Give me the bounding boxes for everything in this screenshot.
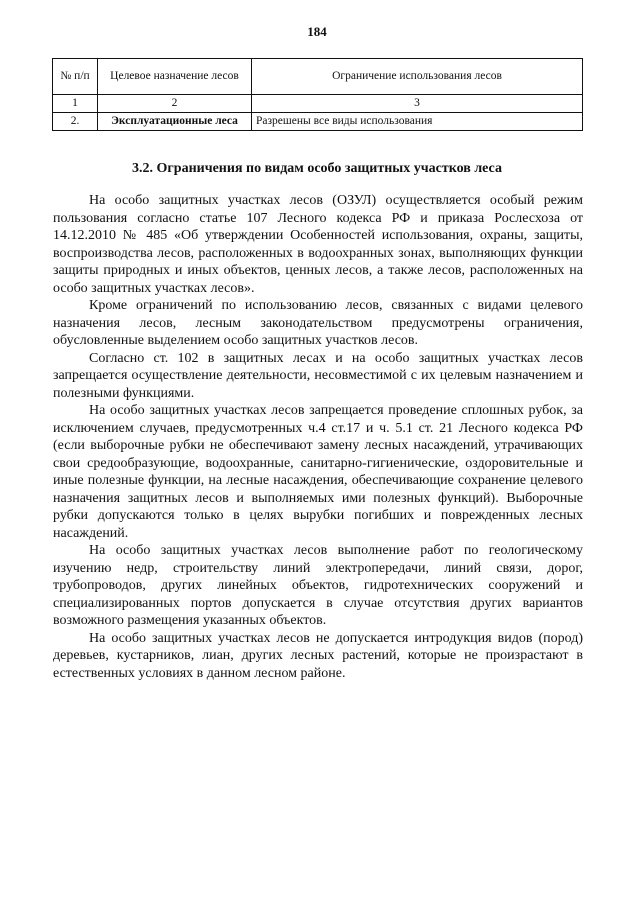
table-cell: 2 (98, 95, 252, 113)
table-row (53, 113, 583, 131)
table-cell: Эксплуатационные леса (98, 113, 252, 131)
table-cell: Разрешены все виды использования (252, 113, 583, 131)
table-cell: 3 (252, 95, 583, 113)
table-cell: 1 (53, 95, 98, 113)
table-row (53, 95, 583, 113)
paragraph: На особо защитных участках лесов не допускается интродукция видов (пород) деревьев, кустарников, лиан, других лесных растений, которые не произрастают в естественных условиях в данном лесном районе. (53, 630, 583, 681)
forest-purpose-table (52, 58, 583, 131)
paragraph: На особо защитных участках лесов (ОЗУЛ) осуществляется особый режим пользования согласно статье 107 Лесного кодекса РФ и приказа Рослесхоза от 14.12.2010 № 485 «Об утверждении Особенностей использования, охраны, защиты, воспроизводства лесов, расположенных в водоохранных зонах, выполняющих функции защиты природных и иных объектов, ценных лесов, а также лесов, расположенных на особо защитных участках лесов». (53, 193, 583, 296)
header-number: № п/п (53, 59, 98, 95)
paragraph: На особо защитных участках лесов запрещается проведение сплошных рубок, за исключением случаев, предусмотренных ч.4 ст.17 и ч. 5.1 ст. 21 Лесного кодекса РФ (если выборочные рубки не обеспечивают замену лесных насаждений, утрачивающих свои средообразующие, водоохранные, санитарно-гигиенические, оздоровительные и иные полезные функции, на лесные насаждения, обеспечивающие сохранение целевого назначения защитных лесов и выполняемых ими полезных функций). Выборочные рубки допускаются только в целях вырубки погибших и поврежденных лесных насаждений. (53, 403, 583, 541)
table-header-row (53, 59, 583, 95)
header-purpose: Целевое назначение лесов (98, 59, 252, 95)
section-title: 3.2. Ограничения по видам особо защитных участков леса (132, 161, 502, 176)
page-number: 184 (307, 24, 327, 39)
body-text (53, 192, 583, 682)
table-cell: 2. (53, 113, 98, 131)
paragraph: Согласно ст. 102 в защитных лесах и на особо защитных участках лесов запрещается осуществление деятельности, несовместимой с их целевым назначением и полезными функциями. (53, 350, 583, 401)
header-restriction: Ограничение использования лесов (252, 59, 583, 95)
paragraph: На особо защитных участках лесов выполнение работ по геологическому изучению недр, строительству линий электропередачи, линий связи, дорог, трубопроводов, других линейных объектов, гидротехнических сооружений и специализированных портов допускается в случае отсутствия других вариантов возможного размещения указанных объектов. (53, 543, 583, 628)
paragraph: Кроме ограничений по использованию лесов, связанных с видами целевого назначения лесов, лесным законодательством предусмотрены ограничения, обусловленные выделением особо защитных участков лесов. (53, 298, 583, 348)
